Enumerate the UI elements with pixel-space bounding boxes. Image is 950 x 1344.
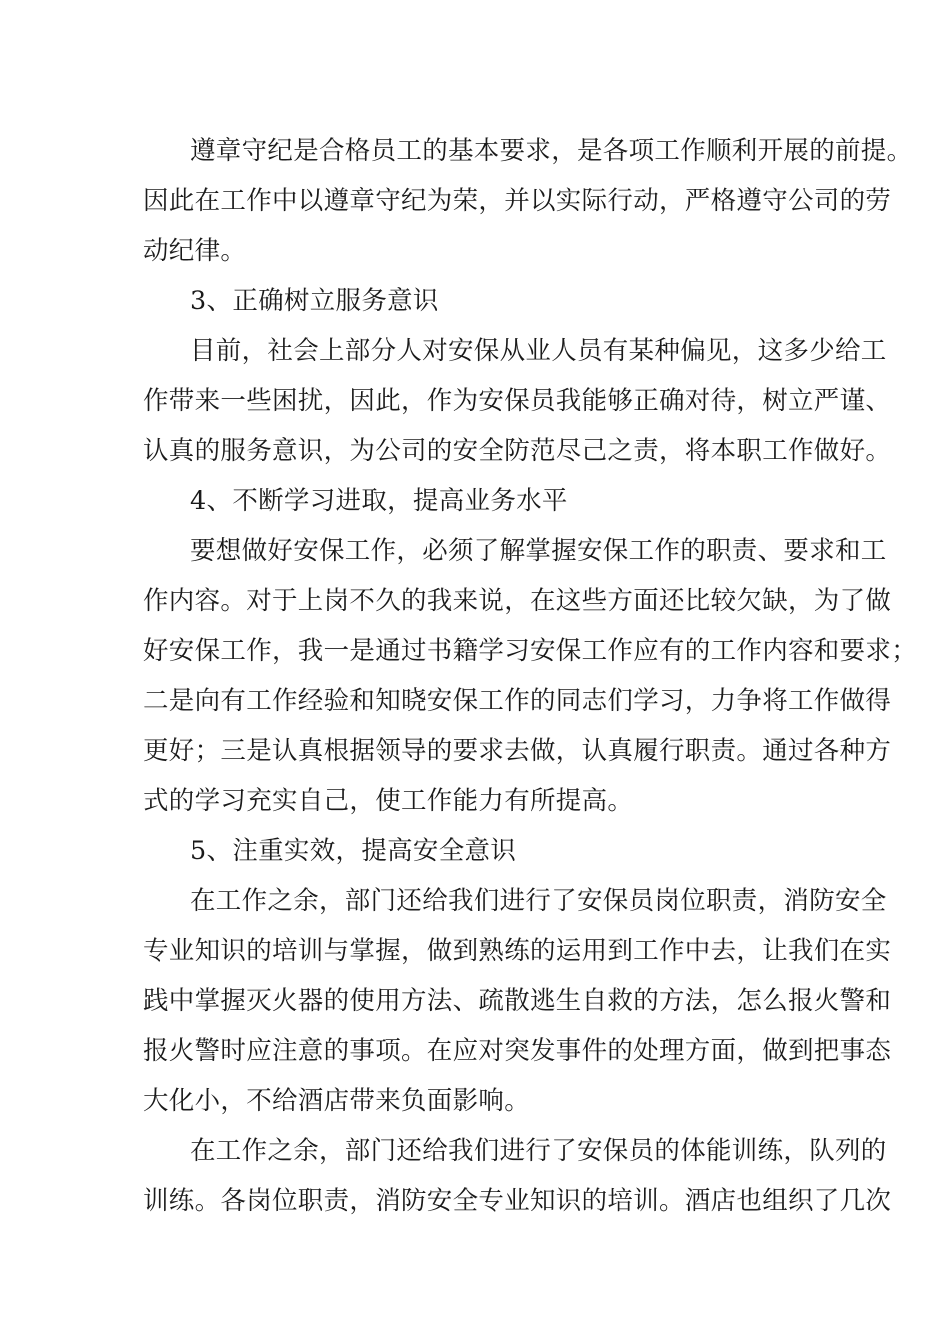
text-line: 大化小，不给酒店带来负面影响。: [143, 1086, 531, 1116]
text-line: 专业知识的培训与掌握，做到熟练的运用到工作中去，让我们在实: [143, 936, 892, 966]
text-line: 报火警时应注意的事项。在应对突发事件的处理方面，做到把事态: [143, 1036, 892, 1066]
text-line: 更好；三是认真根据领导的要求去做，认真履行职责。通过各种方: [143, 736, 892, 766]
section-heading: 5、注重实效，提高安全意识: [190, 836, 517, 866]
text-line: 式的学习充实自己，使工作能力有所提高。: [143, 786, 634, 816]
section-heading: 3、正确树立服务意识: [190, 286, 439, 316]
text-line: 在工作之余，部门还给我们进行了安保员岗位职责，消防安全: [190, 886, 887, 916]
text-line: 动纪律。: [143, 236, 247, 266]
text-line: 因此在工作中以遵章守纪为荣，并以实际行动，严格遵守公司的劳: [143, 186, 892, 216]
section-heading: 4、不断学习进取，提高业务水平: [190, 486, 568, 516]
text-line: 目前，社会上部分人对安保从业人员有某种偏见，这多少给工: [190, 336, 887, 366]
text-line: 二是向有工作经验和知晓安保工作的同志们学习，力争将工作做得: [143, 686, 892, 716]
text-line: 在工作之余，部门还给我们进行了安保员的体能训练，队列的: [190, 1136, 887, 1166]
text-line: 认真的服务意识，为公司的安全防范尽己之责，将本职工作做好。: [143, 436, 892, 466]
text-line: 作带来一些困扰，因此，作为安保员我能够正确对待，树立严谨、: [143, 386, 892, 416]
text-line: 作内容。对于上岗不久的我来说，在这些方面还比较欠缺，为了做: [143, 586, 892, 616]
text-line: 训练。各岗位职责，消防安全专业知识的培训。酒店也组织了几次: [143, 1186, 892, 1216]
text-line: 遵章守纪是合格员工的基本要求，是各项工作顺利开展的前提。: [190, 136, 913, 166]
text-line: 要想做好安保工作，必须了解掌握安保工作的职责、要求和工: [190, 536, 887, 566]
text-line: 好安保工作，我一是通过书籍学习安保工作应有的工作内容和要求；: [143, 636, 918, 666]
text-line: 践中掌握灭火器的使用方法、疏散逃生自救的方法，怎么报火警和: [143, 986, 892, 1016]
